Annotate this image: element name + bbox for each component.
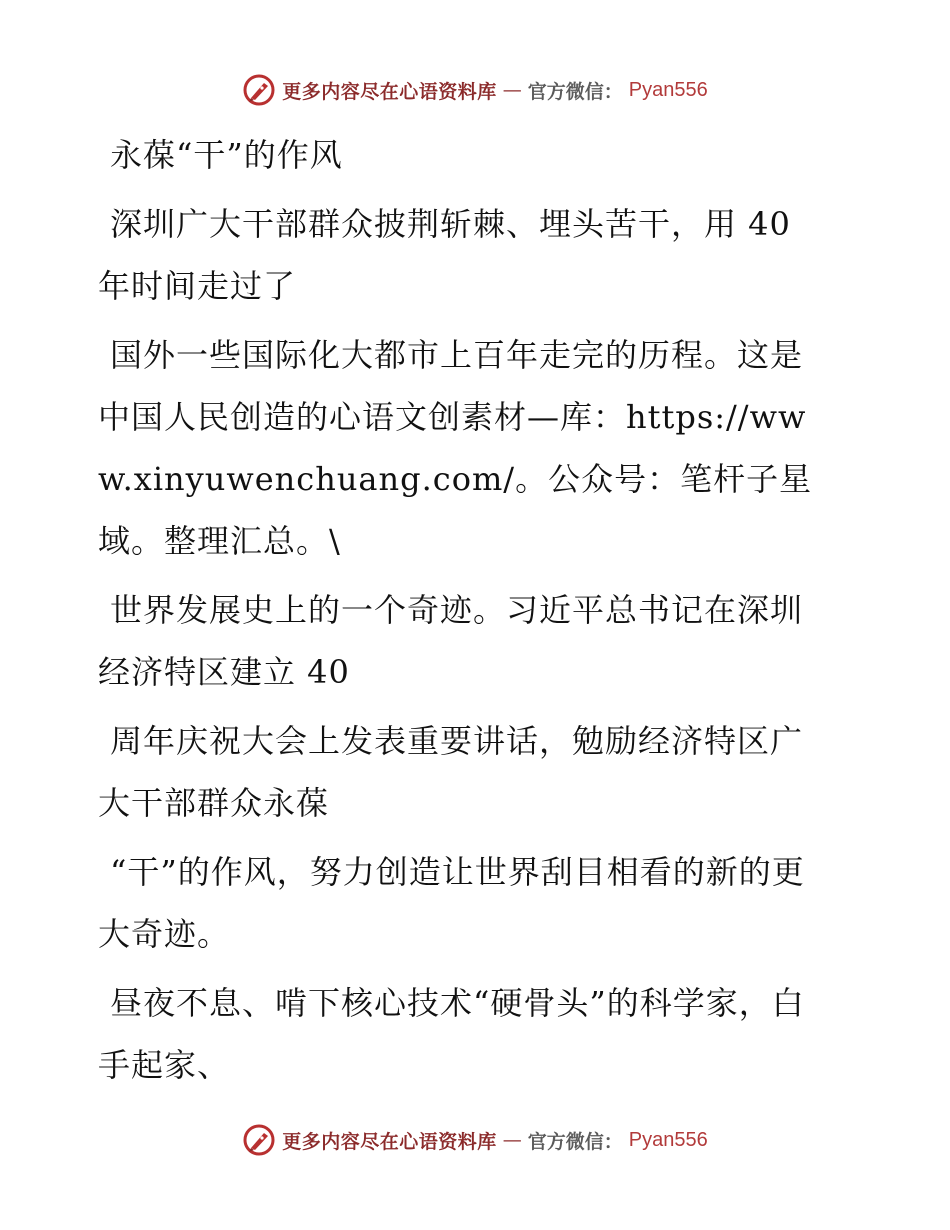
paragraph: 国外一些国际化大都市上百年走完的历程。这是中国人民创造的心语文创素材—库：https://www.xinyuwenchuang.com/。公众号：笔杆子星域。整理汇总。\ — [98, 336, 813, 560]
paragraph: 世界发展史上的一个奇迹。习近平总书记在深圳经济特区建立 40 — [98, 591, 804, 691]
paragraph: “干”的作风，努力创造让世界刮目相看的新的更大奇迹。 — [98, 853, 805, 953]
paragraph-title: 永葆“干”的作风 — [110, 136, 343, 174]
banner-dash: — — [502, 79, 522, 101]
banner-wechat-id: Pyan556 — [628, 1128, 708, 1151]
banner-text: 更多内容尽在心语资料库 — [282, 80, 497, 103]
banner-wechat-label: 官方微信： — [527, 80, 623, 103]
paragraph: 深圳广大干部群众披荆斩棘、埋头苦干，用 40 年时间走过了 — [98, 205, 791, 305]
banner-text: 更多内容尽在心语资料库 — [282, 1130, 497, 1153]
banner-wechat-id: Pyan556 — [628, 78, 708, 101]
header-watermark-banner — [0, 72, 950, 108]
paragraph: 周年庆祝大会上发表重要讲话，勉励经济特区广大干部群众永葆 — [98, 722, 804, 822]
banner-dash: — — [502, 1129, 522, 1151]
document-body — [98, 124, 833, 1103]
pen-nib-circle-icon — [242, 73, 276, 107]
banner-wechat-label: 官方微信： — [527, 1130, 623, 1153]
footer-watermark-banner — [0, 1122, 950, 1158]
pen-nib-circle-icon — [242, 1123, 276, 1157]
paragraph: 昼夜不息、啃下核心技术“硬骨头”的科学家，白手起家、 — [98, 984, 805, 1084]
